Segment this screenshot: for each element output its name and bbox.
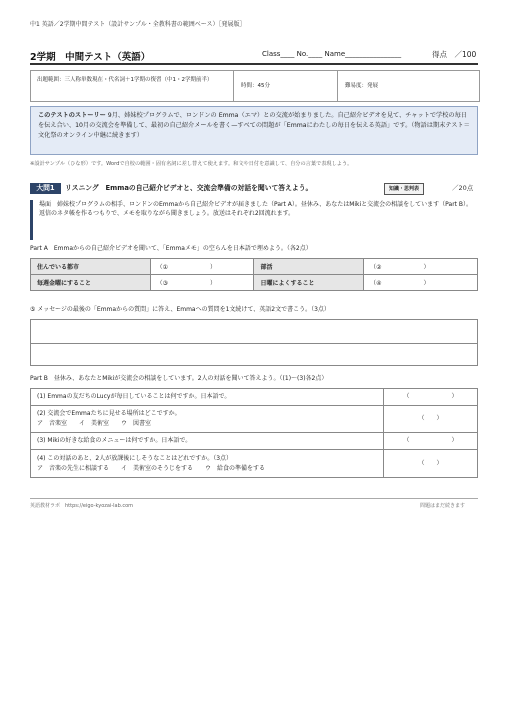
memo-answer-blank[interactable]: （④ ） xyxy=(364,275,478,291)
question-text: (2) 交流会でEmmaたちに見せる場所はどこですか。 xyxy=(37,410,181,418)
memo-answer-blank[interactable]: （② ） xyxy=(364,259,478,275)
info-level: 難易度：発展 xyxy=(345,83,379,89)
scene-description: 場面 姉妹校プログラムの相手、ロンドンのEmmaから自己紹介ビデオが届きました（Part A）。昼休み、あなたはMikiと交流会の相談をしています（Part B）。返信のネタ帳を作るつもりで、メモを取りながら聞きましょう。放送はそれぞれ2回流れます。 xyxy=(30,200,478,240)
question-text: (1) Emmaの友だちのLucyが毎日していることは何ですか。日本語で。 xyxy=(31,389,384,406)
footer-continue-note: 問題はまだ続きます xyxy=(420,503,466,509)
part-b-instruction: Part B 昼休み、あなたとMikiが交流会の相談をしています。2人の対話を聞いて答えよう。（(1)〜(3)各2点） xyxy=(30,375,328,382)
footer-divider xyxy=(30,498,478,499)
part-a-instruction: Part A Emmaからの自己紹介ビデオを聞いて、「Emmaメモ」の空らんを日本語で埋めよう。（各2点） xyxy=(30,245,312,252)
table-row xyxy=(31,389,478,406)
page-title: 2学期 中間テスト（英語） xyxy=(30,52,151,63)
score-field: 得点 ／100 xyxy=(432,50,477,59)
section-title: リスニング Emmaの自己紹介ビデオと、交流会準備の対話を聞いて答えよう。 xyxy=(65,184,313,192)
memo-label: 部活 xyxy=(254,259,364,275)
memo-label: 日曜によくすること xyxy=(254,275,364,291)
answer-line xyxy=(31,343,477,344)
table-row xyxy=(31,406,478,433)
header-course-line: 中1 英語／2学期中間テスト（設計サンプル・全教科書の範囲ベース）［発展版］ xyxy=(30,21,246,28)
question-text: (4) この対話のあと、2人が放課後にしそうなことはどれですか。（3点） xyxy=(37,454,233,462)
story-label: このテストのストーリー xyxy=(38,112,106,119)
story-box xyxy=(30,106,478,155)
emma-memo-table xyxy=(30,258,478,291)
memo-label: 毎週金曜にすること xyxy=(31,275,151,291)
section-points: ／20点 xyxy=(452,184,474,192)
answer-blank[interactable]: （ ） xyxy=(384,389,478,406)
writing-answer-box[interactable] xyxy=(30,319,478,366)
question-choices: ア 音楽の先生に相談する イ 美術室のそうじをする ウ 給食の準備をする xyxy=(37,464,266,472)
answer-blank[interactable]: （ ） xyxy=(384,406,478,433)
section-badge: 大問1 xyxy=(30,183,61,194)
info-range: 出題範囲：三人称単数現在・代名詞＋1学期の復習（中1・2学期前半） xyxy=(31,71,234,101)
section-skill-tag: 知識・思判表 xyxy=(384,183,424,195)
table-row xyxy=(31,259,478,275)
table-row xyxy=(31,433,478,450)
info-table xyxy=(30,70,480,102)
question-cell xyxy=(31,406,384,433)
question-cell xyxy=(31,450,384,478)
question-choices: ア 音楽室 イ 美術室 ウ 図書室 xyxy=(37,420,152,427)
story-text: 9月、姉妹校プログラムで、ロンドンの Emma（エマ）との交流が始まりました。自己紹介ビデオを見て、チャットで学校の毎日を伝え合い、10月の交流会を準備して、最初の自己紹介メールを書く—すべての問題が「Emmaにわたしの毎日を伝える英語」です。（物語は期末テスト＝文化祭のオンライン中継に続きます） xyxy=(38,112,470,139)
table-row xyxy=(31,275,478,291)
memo-label: 住んでいる都市 xyxy=(31,259,151,275)
question-text: (3) Mikiの好きな給食のメニューは何ですか。日本語で。 xyxy=(31,433,384,450)
footer-site: 英語教材ラボ https://eigo-kyozai-lab.com xyxy=(30,503,134,509)
memo-answer-blank[interactable]: （③ ） xyxy=(150,275,254,291)
class-name-fields: Class____ No.____ Name________________ xyxy=(262,50,402,58)
info-time: 時間：45分 xyxy=(235,71,338,101)
memo-answer-blank[interactable]: （① ） xyxy=(150,259,254,275)
answer-blank[interactable]: （ ） xyxy=(384,450,478,478)
part-b-question-table xyxy=(30,388,478,478)
header-divider xyxy=(30,63,478,65)
table-row xyxy=(31,450,478,478)
design-note: ※設計サンプル（ひな形）です。Wordで自校の範囲・固有名詞に差し替えて使えます。和文や日付を意識して、自分の言葉で表現しよう。 xyxy=(30,161,353,167)
question-5-prompt: ⑤ メッセージの最後の「Emmaからの質問」に答え、Emmaへの質問を1文続けて、英語2文で書こう。（3点） xyxy=(30,306,330,313)
answer-blank[interactable]: （ ） xyxy=(384,433,478,450)
